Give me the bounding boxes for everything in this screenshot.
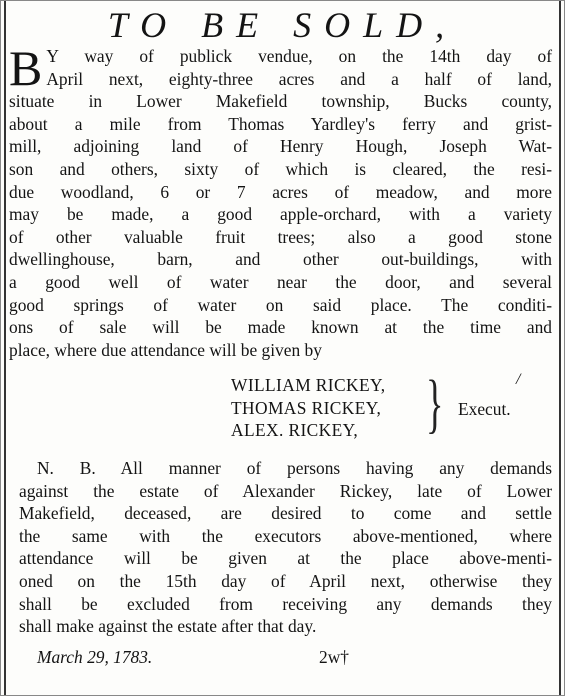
nota-bene-notice [19,457,552,638]
body-line: April next, eighty-three acres and a half of land, [46,68,552,89]
body-line: son and others, sixty of which is cleared, the resi- [9,158,552,179]
stray-mark-icon: / [516,371,521,388]
nb-line: shall make against the estate after that day. [19,616,317,637]
nb-line: attendance will be given at the place above-menti- [19,548,552,569]
executors-label: Execut. [458,399,511,419]
curly-brace-icon: } [426,367,444,440]
ad-title: TO BE SOLD, [107,5,458,45]
nb-line: Makefield, deceased, are desired to come and settle [19,503,552,524]
ad-date: March 29, 1783. [37,647,153,667]
body-line: ons of sale will be made known at the time and [9,317,552,338]
body-line: Y way of publick vendue, on the 14th day of [46,46,552,66]
nb-line: oned on the 15th day of April next, otherwise they [19,570,552,591]
body-line: place, where due attendance will be given by [9,339,322,360]
insertion-mark: 2w† [319,647,349,667]
nb-line: the same with the executors above-mentioned, where [19,525,552,546]
executor-name: ALEX. RICKEY, [231,420,359,441]
drop-cap: B [9,40,43,96]
executor-name: THOMAS RICKEY, [231,397,382,418]
executor-name: WILLIAM RICKEY, [231,375,386,395]
executor-list [231,374,385,442]
left-border-rule [4,1,6,695]
nb-line: N. B. All manner of persons having any demands [37,458,552,478]
nb-line: shall be excluded from receiving any demands they [19,593,552,614]
body-line: may be made, a good apple-orchard, with a variety [9,204,552,225]
nb-line: against the estate of Alexander Rickey, late of Lower [19,480,552,501]
body-line: about a mile from Thomas Yardley's ferry and grist- [9,113,552,134]
sale-notice-body [9,40,552,361]
right-border-rule [559,1,561,695]
body-line: of other valuable fruit trees; also a good stone [9,226,552,247]
body-line: dwellinghouse, barn, and other out-buildings, with [9,249,552,270]
body-line: a good well of water near the door, and several [9,271,552,292]
body-line: mill, adjoining land of Henry Hough, Joseph Wat- [9,136,552,157]
body-line: good springs of water on said place. The conditi- [9,294,552,315]
body-line: situate in Lower Makefield township, Bucks county, [9,91,552,112]
body-line: due woodland, 6 or 7 acres of meadow, and more [9,181,552,202]
